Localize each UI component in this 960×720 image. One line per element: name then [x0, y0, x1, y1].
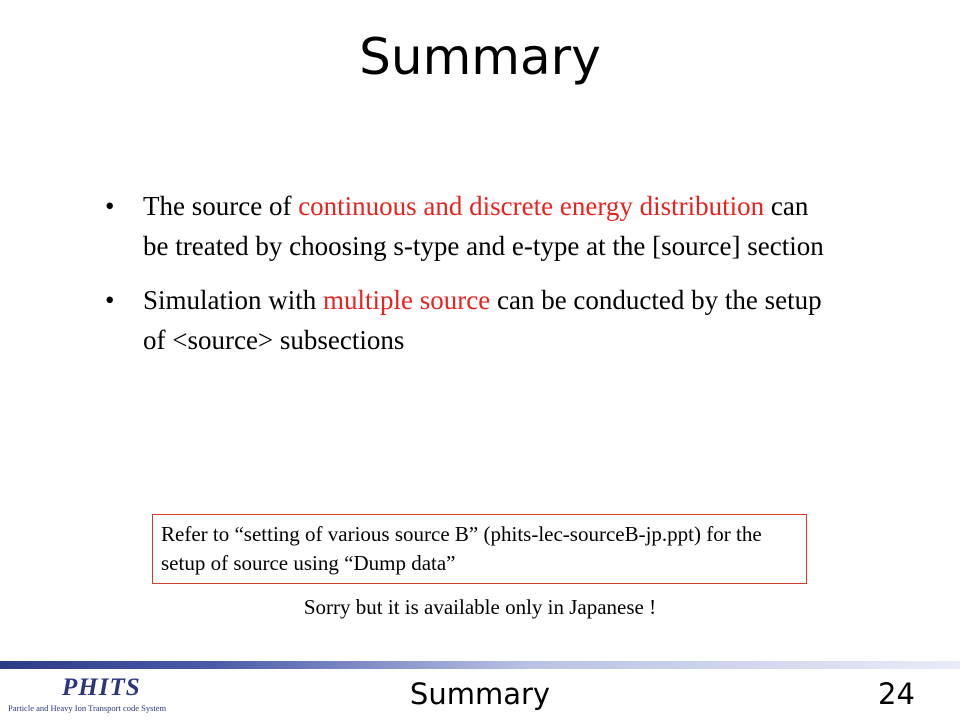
bullet-segment: can be treated by choosing s-type and e-type at the [source] section: [143, 191, 824, 261]
bullet-segment: The source of: [143, 191, 299, 221]
bullet-item: [105, 186, 825, 266]
bullet-dot-icon: •: [105, 285, 115, 315]
bullet-segment: can be conducted by the setup of <source> subsections: [143, 285, 822, 355]
phits-logo: PHITS: [62, 674, 141, 701]
bullet-text: [143, 191, 824, 261]
page-number: 24: [878, 677, 915, 711]
bullet-emphasis: continuous and discrete energy distribution: [298, 191, 765, 221]
phits-logo-subtitle: Particle and Heavy Ion Transport code System: [8, 703, 167, 713]
slide-title: Summary: [359, 28, 601, 86]
footer-gradient-bar: [0, 661, 960, 669]
bullet-list: [105, 186, 825, 374]
bullet-item: [105, 280, 825, 360]
footer-section-title: Summary: [409, 677, 551, 711]
bullet-segment: Simulation with: [143, 285, 324, 315]
language-note: Sorry but it is available only in Japanese !: [303, 595, 657, 619]
bullet-dot-icon: •: [105, 191, 115, 221]
reference-note-box: Refer to “setting of various source B” (phits-lec-sourceB-jp.ppt) for the setup of source using “Dump data”: [152, 514, 807, 584]
bullet-emphasis: multiple source: [323, 285, 491, 315]
bullet-text: [143, 285, 822, 355]
